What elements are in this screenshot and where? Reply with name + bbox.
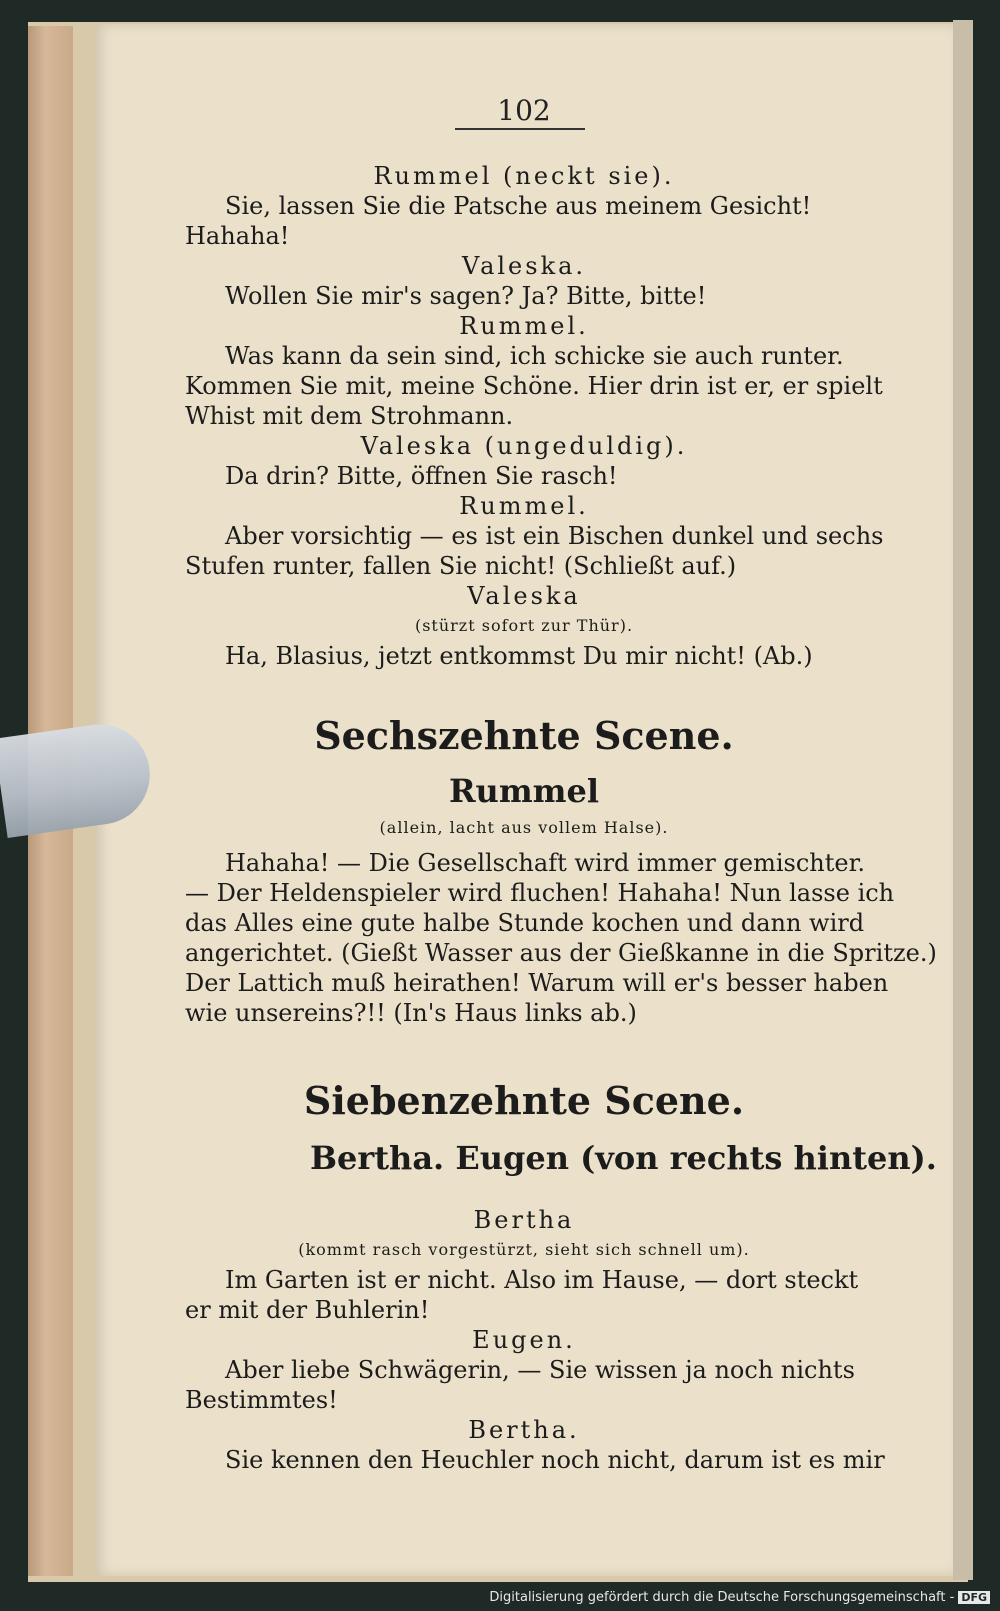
dialogue-line: Hahaha! bbox=[185, 222, 290, 250]
stage-direction: (stürzt sofort zur Thür). bbox=[414, 616, 634, 635]
speaker-line: Bertha bbox=[473, 1206, 575, 1234]
page-number-rule bbox=[455, 128, 585, 130]
dialogue-line: Whist mit dem Strohmann. bbox=[185, 402, 514, 430]
scene-heading: Sechszehnte Scene. bbox=[314, 713, 734, 758]
stage-direction: (allein, lacht aus vollem Halse). bbox=[379, 818, 669, 837]
dialogue-line: Ha, Blasius, jetzt entkommst Du mir nicht! (Ab.) bbox=[225, 642, 813, 670]
dialogue-line: Hahaha! — Die Gesellschaft wird immer gemischter. bbox=[225, 849, 866, 877]
scene-character: Rummel bbox=[448, 772, 600, 810]
dialogue-line: Sie kennen den Heuchler noch nicht, darum ist es mir bbox=[225, 1446, 885, 1474]
dialogue-line: Aber liebe Schwägerin, — Sie wissen ja noch nichts bbox=[225, 1356, 855, 1384]
dfg-logo: DFG bbox=[958, 1591, 990, 1604]
dialogue-line: Im Garten ist er nicht. Also im Hause, — dort steckt bbox=[225, 1266, 859, 1294]
dialogue-line: Aber vorsichtig — es ist ein Bischen dunkel und sechs bbox=[225, 522, 884, 550]
book-page bbox=[95, 24, 953, 1576]
footer-text: Digitalisierung gefördert durch die Deutsche Forschungsgemeinschaft - bbox=[489, 1590, 955, 1605]
dialogue-line: er mit der Buhlerin! bbox=[185, 1296, 430, 1324]
speaker-line: Eugen. bbox=[472, 1326, 576, 1354]
stage-direction: (kommt rasch vorgestürzt, sieht sich schnell um). bbox=[298, 1240, 750, 1259]
dialogue-line: das Alles eine gute halbe Stunde kochen und dann wird bbox=[185, 909, 865, 937]
dialogue-line: Da drin? Bitte, öffnen Sie rasch! bbox=[225, 462, 618, 490]
page-number: 102 bbox=[497, 94, 551, 127]
dialogue-line: wie unsereins?!! (In's Haus links ab.) bbox=[185, 999, 637, 1027]
speaker-line: Valeska bbox=[467, 582, 581, 610]
digitization-footer bbox=[489, 1590, 990, 1605]
speaker-line: Bertha. bbox=[468, 1416, 580, 1444]
speaker-line: Rummel (neckt sie). bbox=[373, 162, 675, 190]
dialogue-line: Stufen runter, fallen Sie nicht! (Schließt auf.) bbox=[185, 552, 737, 580]
right-page-edge bbox=[953, 20, 973, 1580]
speaker-line: Rummel. bbox=[459, 312, 589, 340]
speaker-line: Valeska. bbox=[461, 252, 587, 280]
speaker-line: Rummel. bbox=[459, 492, 589, 520]
dialogue-line: Was kann da sein sind, ich schicke sie auch runter. bbox=[225, 342, 844, 370]
dialogue-line: Der Lattich muß heirathen! Warum will er's besser haben bbox=[185, 969, 889, 997]
dialogue-line: Bestimmtes! bbox=[185, 1386, 338, 1414]
scene-heading: Siebenzehnte Scene. bbox=[303, 1078, 745, 1123]
dialogue-line: Sie, lassen Sie die Patsche aus meinem Gesicht! bbox=[225, 192, 812, 220]
dialogue-line: — Der Heldenspieler wird fluchen! Hahaha! Nun lasse ich bbox=[185, 879, 895, 907]
dialogue-line: Wollen Sie mir's sagen? Ja? Bitte, bitte! bbox=[225, 282, 707, 310]
dialogue-line: angerichtet. (Gießt Wasser aus der Gießkanne in die Spritze.) bbox=[185, 939, 937, 967]
dialogue-line: Kommen Sie mit, meine Schöne. Hier drin ist er, er spielt bbox=[185, 372, 883, 400]
scene-characters: Bertha. Eugen (von rechts hinten). bbox=[310, 1139, 937, 1177]
speaker-line: Valeska (ungeduldig). bbox=[360, 432, 688, 460]
